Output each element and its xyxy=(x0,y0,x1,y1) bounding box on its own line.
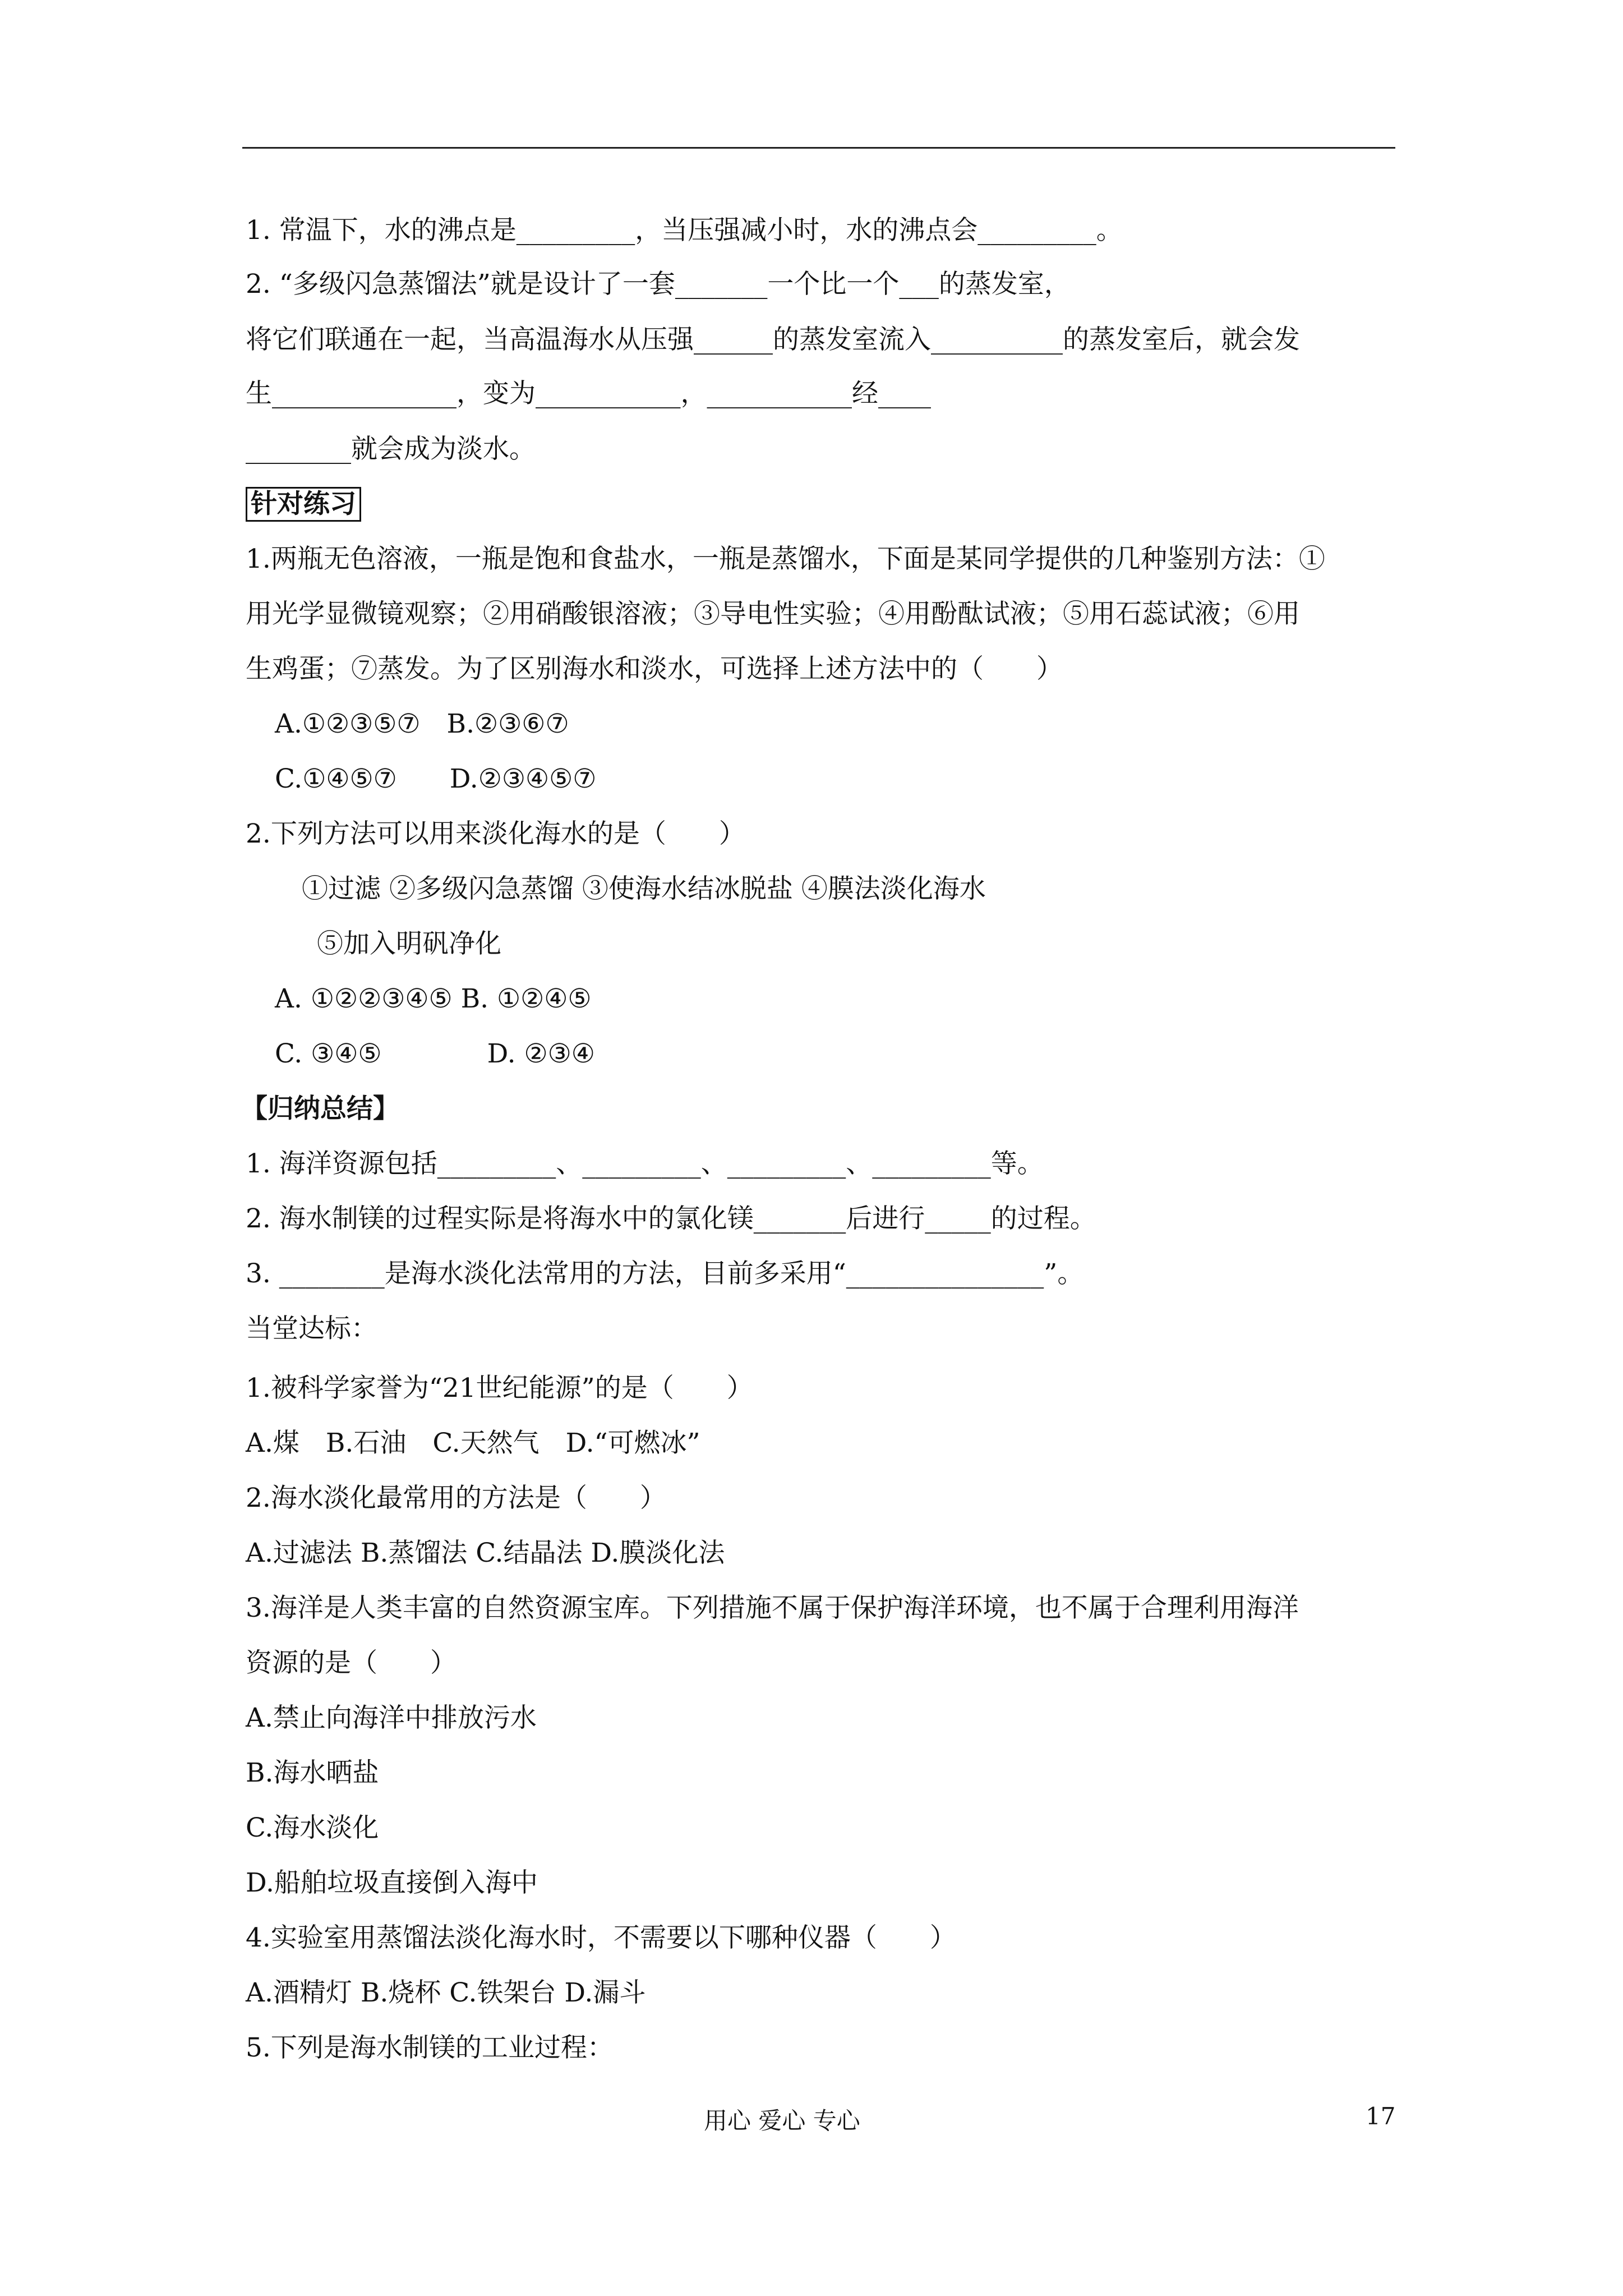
section-heading-summary: 【归纳总结】 xyxy=(241,1093,399,1124)
quiz-question-3-cont: 资源的是（ ） xyxy=(246,1648,457,1678)
practice-question-2: 2.下列方法可以用来淡化海水的是（ ） xyxy=(246,818,745,849)
quiz-question-4: 4.实验室用蒸馏法淡化海水时，不需要以下哪种仪器（ ） xyxy=(246,1922,956,1953)
quiz-q2-options: A.过滤法 B.蒸馏法 C.结晶法 D.膜淡化法 xyxy=(246,1538,725,1568)
quiz-question-5: 5.下列是海水制镁的工业过程： xyxy=(246,2032,614,2063)
practice-q1-options-cd: C.①④⑤⑦ D.②③④⑤⑦ xyxy=(275,763,597,794)
practice-q1-options-ab: A.①②③⑤⑦ B.②③⑥⑦ xyxy=(275,708,569,739)
section-heading-quiz: 当堂达标： xyxy=(246,1313,377,1344)
practice-question-1-cont-1: 用光学显微镜观察；②用硝酸银溶液；③导电性实验；④用酚酞试液；⑤用石蕊试液；⑥用 xyxy=(246,599,1300,629)
fill-question-1: 1. 常温下，水的沸点是_________，当压强减小时，水的沸点会_________。 xyxy=(246,215,1123,246)
practice-question-1: 1.两瓶无色溶液，一瓶是饱和食盐水，一瓶是蒸馏水，下面是某同学提供的几种鉴别方法：① xyxy=(246,544,1325,574)
quiz-q3-option-c: C.海水淡化 xyxy=(246,1812,379,1843)
practice-question-1-cont-2: 生鸡蛋；⑦蒸发。为了区别海水和淡水，可选择上述方法中的（ ） xyxy=(246,654,1063,684)
fill-question-2-cont-3: ________就会成为淡水。 xyxy=(246,434,536,464)
summary-item-3: 3. ________是海水淡化法常用的方法，目前多采用“_______________”。 xyxy=(246,1258,1084,1289)
quiz-q4-options: A.酒精灯 B.烧杯 C.铁架台 D.漏斗 xyxy=(246,1977,646,2008)
quiz-question-1: 1.被科学家誉为“21世纪能源”的是（ ） xyxy=(246,1373,753,1404)
practice-q2-options-cd: C. ③④⑤ D. ②③④ xyxy=(275,1038,595,1069)
practice-q2-options-ab: A. ①②②③④⑤ B. ①②④⑤ xyxy=(275,983,592,1014)
footer-motto: 用心 爱心 专心 xyxy=(704,2107,860,2134)
quiz-q3-option-a: A.禁止向海洋中排放污水 xyxy=(246,1703,537,1733)
summary-item-1: 1. 海洋资源包括_________、_________、_________、_________等。 xyxy=(246,1148,1044,1179)
practice-q2-methods: ①过滤 ②多级闪急蒸馏 ③使海水结冰脱盐 ④膜法淡化海水 xyxy=(302,873,986,904)
page-number: 17 xyxy=(1366,2102,1396,2130)
fill-question-2-cont-1: 将它们联通在一起，当高温海水从压强______的蒸发室流入__________的蒸发室后，就会发 xyxy=(246,324,1300,355)
quiz-question-2: 2.海水淡化最常用的方法是（ ） xyxy=(246,1483,666,1513)
fill-question-2: 2. “多级闪急蒸馏法”就是设计了一套_______一个比一个___的蒸发室， xyxy=(246,269,1071,300)
quiz-question-3: 3.海洋是人类丰富的自然资源宝库。下列措施不属于保护海洋环境，也不属于合理利用海洋 xyxy=(246,1593,1299,1623)
quiz-q3-option-b: B.海水晒盐 xyxy=(246,1757,379,1788)
summary-item-2: 2. 海水制镁的过程实际是将海水中的氯化镁_______后进行_____的过程。 xyxy=(246,1203,1096,1234)
quiz-q3-option-d: D.船舶垃圾直接倒入海中 xyxy=(246,1867,538,1898)
practice-heading-box: 针对练习 xyxy=(246,487,361,522)
header-rule xyxy=(242,147,1395,149)
section-heading-practice xyxy=(246,487,361,522)
fill-question-2-cont-2: 生______________，变为___________，___________经____ xyxy=(246,378,931,409)
practice-q2-methods-cont: ⑤加入明矾净化 xyxy=(317,928,501,959)
quiz-q1-options: A.煤 B.石油 C.天然气 D.“可燃冰” xyxy=(246,1428,700,1458)
